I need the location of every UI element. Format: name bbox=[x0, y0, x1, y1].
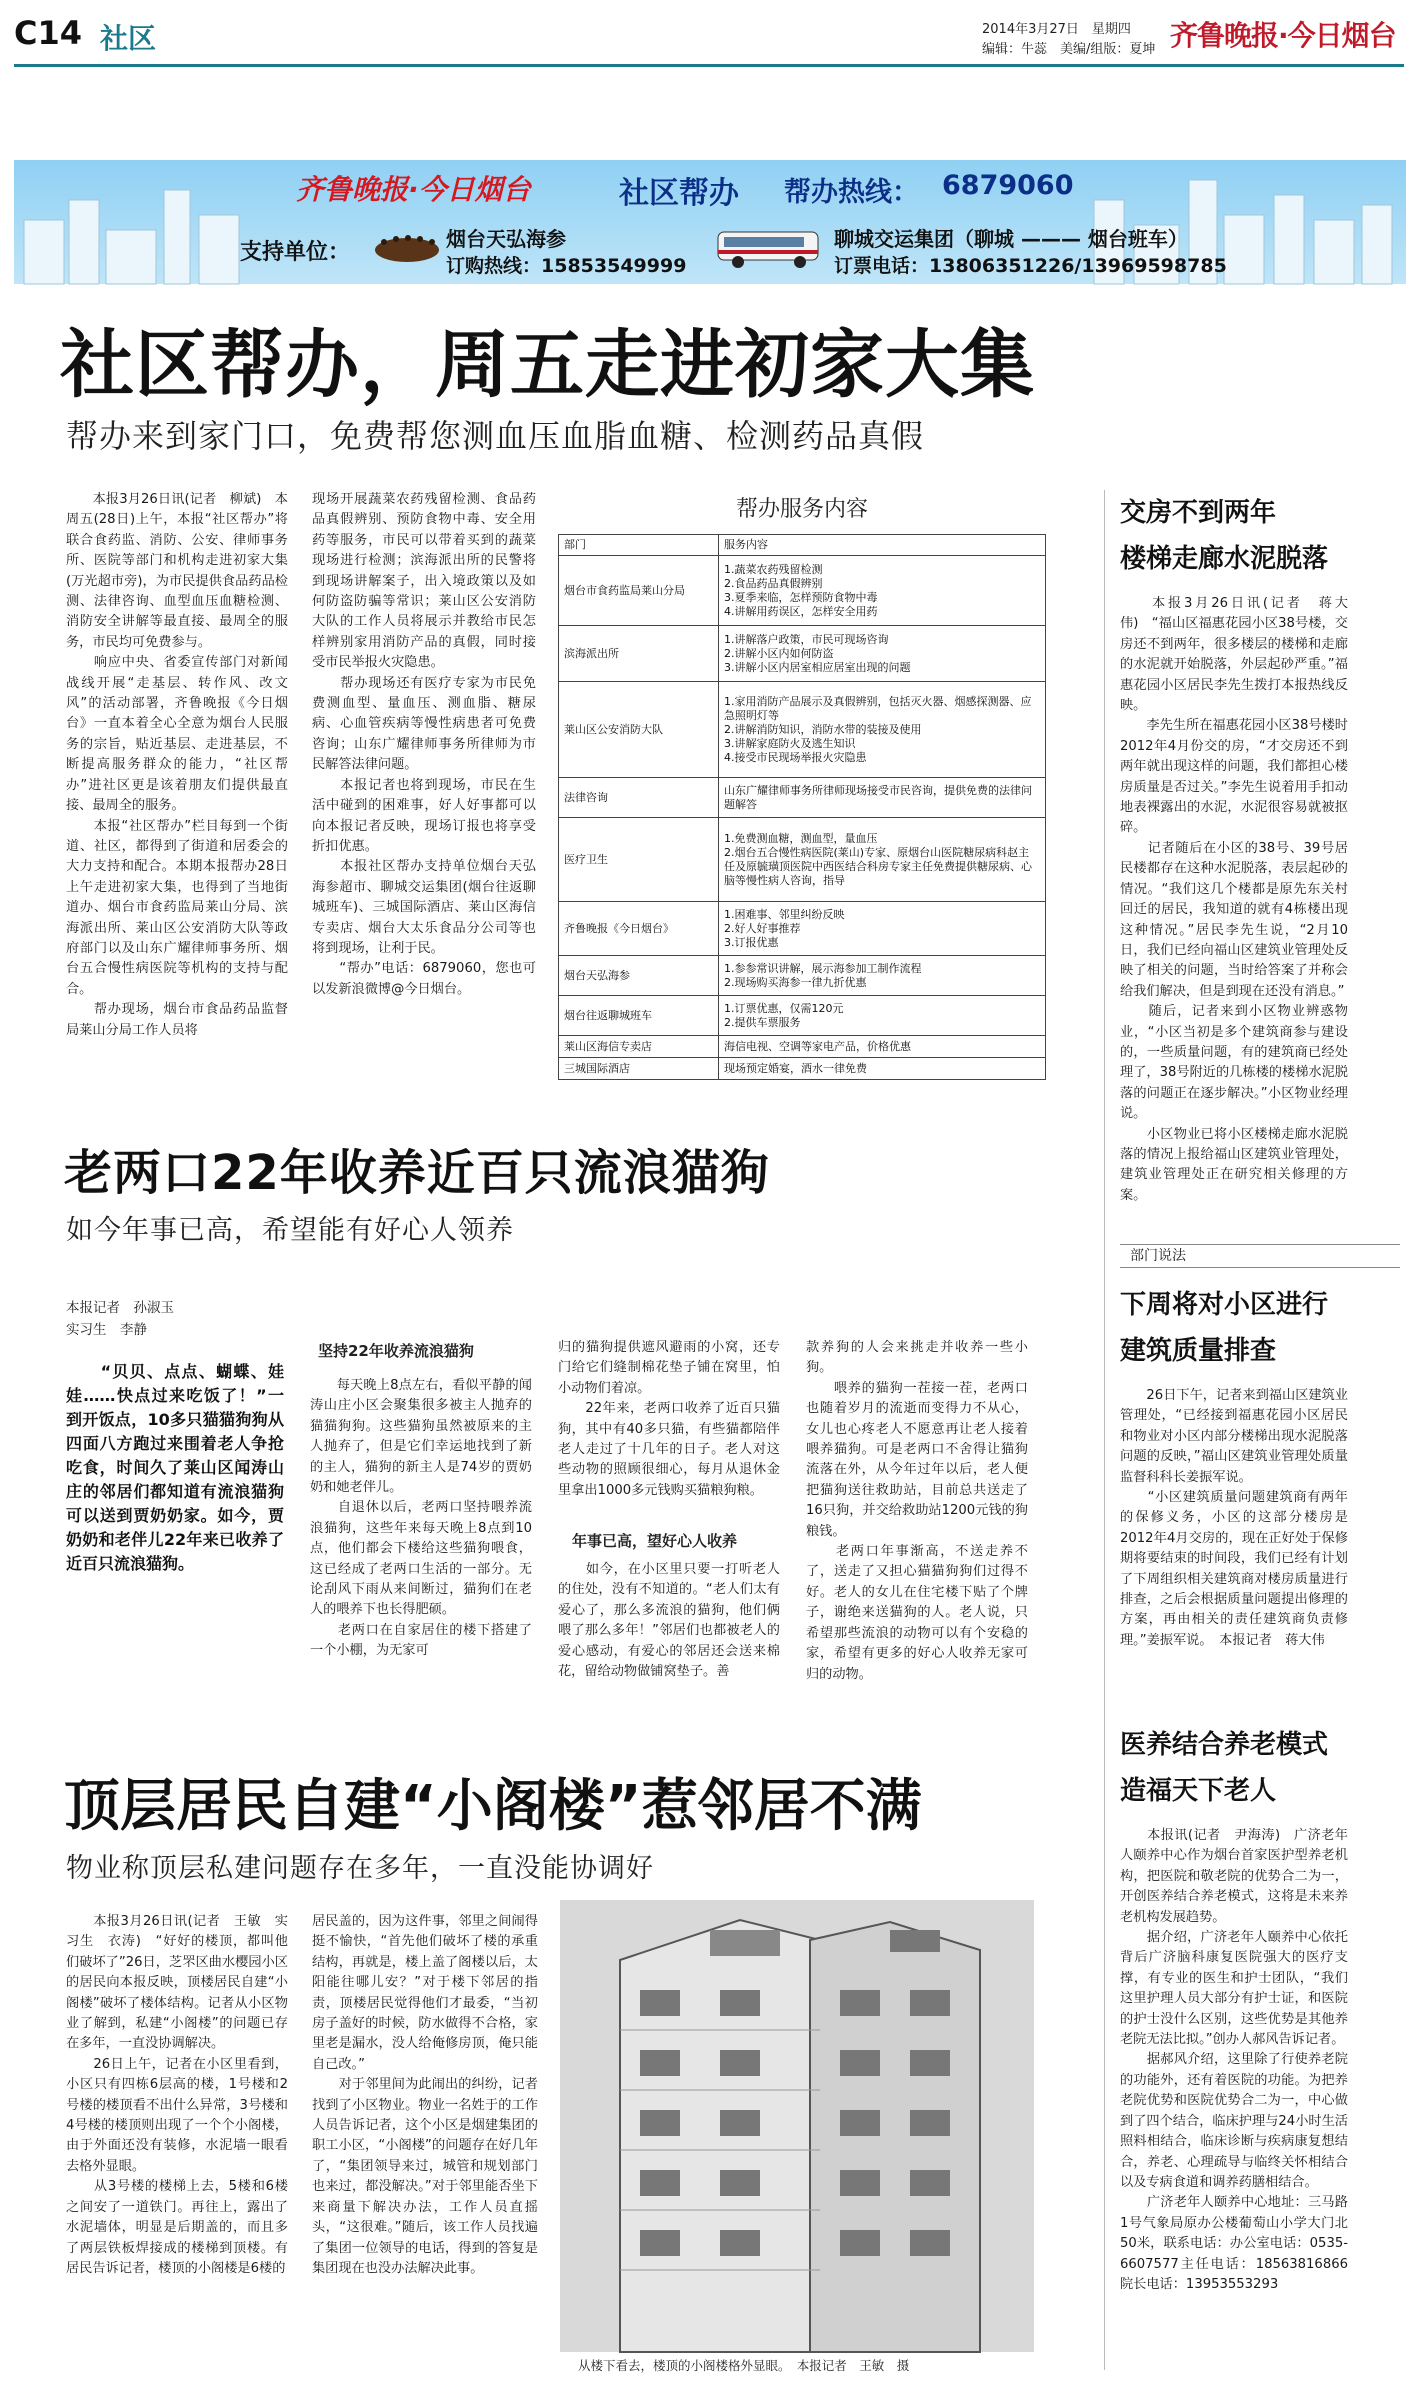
article2-column2b: 如今，在小区里只要一打听老人的住处，没有不知道的。“老人们太有爱心了，那么多流浪的猫狗，他们俩喂了那么多年！”邻居们也都被老人的爱心感动，有爱心的邻居还会送来棉花，留给动物做铺窝垫子。善 bbox=[558, 1562, 780, 1680]
sidebar-divider bbox=[1104, 490, 1105, 2370]
table-cell-service: 海信电视、空调等家电产品，价格优惠 bbox=[719, 1036, 1046, 1058]
article3-column1: 本报3月26日讯(记者 王敏 实习生 衣涛) “好好的楼顶，都叫他们破坏了”26日，芝罘区曲水樱园小区的居民向本报反映，顶楼居民自建“小阁楼”破坏了楼体结构。记者从小区物业了解到，私建“小阁楼”的问题已存在多年，一直没协调解决。 26日上午，记者在小区里看到，小区只有四栋6层高的楼，1号楼和2号楼的楼顶看不出什么异常，3号楼和4号楼的楼顶则出现了一个个小阁楼，由于外面还没有装修，水泥墙一眼看去格外显眼。 从3号楼的楼梯上去，5楼和6楼之间安了一道铁门。再往上，露出了水泥墙体，明显是后期盖的，而且多了两层铁板焊接成的楼梯到顶楼。有居民告诉记者，楼顶的小阁楼是6楼的 bbox=[66, 1914, 288, 2276]
table-row bbox=[559, 996, 1046, 1036]
table-row bbox=[559, 1036, 1046, 1058]
table-header-cell: 服务内容 bbox=[719, 535, 1046, 556]
sidebar-article2-title-line2: 建筑质量排查 bbox=[1120, 1336, 1277, 1366]
table-cell-service: 1.参参常识讲解，展示海参加工制作流程 2.现场购买海参一律九折优惠 bbox=[719, 956, 1046, 996]
article2-headline: 老两口22年收养近百只流浪猫狗 bbox=[64, 1145, 770, 1201]
sidebar-article2-title-line1: 下周将对小区进行 bbox=[1120, 1290, 1329, 1320]
table-row bbox=[559, 956, 1046, 996]
table-cell-service: 1.困难事、邻里纠纷反映 2.好人好事推荐 3.订报优惠 bbox=[719, 902, 1046, 956]
article2-subhead2: 年事已高，望好心人收养 bbox=[572, 1532, 738, 1550]
masthead bbox=[0, 0, 1417, 62]
sponsor1-name: 烟台天弘海参 bbox=[446, 227, 566, 251]
article3-photo bbox=[560, 1900, 1034, 2352]
table-cell-service: 1.家用消防产品展示及真假辨别，包括灭火器、烟感探测器、应急照明灯等 2.讲解消防知识，消防水带的装接及使用 3.讲解家庭防火及逃生知识 4.接受市民现场举报火灾隐患 bbox=[719, 682, 1046, 778]
table-cell-service: 山东广耀律师事务所律师现场接受市民咨询，提供免费的法律问题解答 bbox=[719, 778, 1046, 818]
article2-column2: 归的猫狗提供遮风避雨的小窝，还专门给它们缝制棉花垫子铺在窝里，怕小动物们着凉。 22年来，老两口收养了近百只猫狗，其中有40多只猫，有些猫都陪伴老人走过了十几年的日子。老人对这些动物的照顾很细心，每月从退休金里拿出1000多元钱购买猫粮狗粮。 bbox=[558, 1340, 780, 1498]
banner-brand: 齐鲁晚报·今日烟台 bbox=[296, 173, 531, 206]
table-cell-service: 1.蔬菜农药残留检测 2.食品药品真假辨别 3.夏季来临，怎样预防食物中毒 4.讲解用药误区，怎样安全用药 bbox=[719, 556, 1046, 626]
table-cell-department: 烟台往返聊城班车 bbox=[559, 996, 719, 1036]
newspaper-logo: 齐鲁晚报·今日烟台 bbox=[1170, 19, 1396, 52]
table-cell-department: 莱山区公安消防大队 bbox=[559, 682, 719, 778]
table-cell-department: 烟台天弘海参 bbox=[559, 956, 719, 996]
sidebar-article3-title-line2: 造福天下老人 bbox=[1120, 1776, 1277, 1806]
table-header-cell: 部门 bbox=[559, 535, 719, 556]
editors-credit: 编辑：牛蕊 美编/组版：夏坤 bbox=[982, 42, 1156, 57]
service-table-box bbox=[558, 490, 1046, 1120]
hotline-number: 6879060 bbox=[942, 170, 1074, 201]
article2-column3: 款养狗的人会来挑走并收养一些小狗。 喂养的猫狗一茬接一茬，老两口也随着岁月的流逝而变得力不从心，女儿也心疼老人不愿意再让老人接着喂养猫狗。可是老两口不舍得让猫狗流落在外，从今年过年以后，老人便把猫狗送往救助站，目前总共送走了16只狗，并交给救助站1200元钱的狗粮钱。 老两口年事渐高，不送走养不了，送走了又担心猫猫狗狗们过得不好。老人的女儿在住宅楼下贴了个牌子，谢绝来送猫狗的人。老人说，只希望那些流浪的动物可以有个安稳的家，希望有更多的好心人收养无家可归的动物。 bbox=[806, 1340, 1028, 1682]
masthead-rule bbox=[14, 64, 1404, 67]
article3-photo-caption: 从楼下看去，楼顶的小阁楼格外显眼。 本报记者 王敏 摄 bbox=[578, 2358, 910, 2373]
table-header-row bbox=[559, 535, 1046, 556]
sponsor2-name: 聊城交运集团（聊城 ——— 烟台班车） bbox=[834, 227, 1188, 251]
article1-column1: 本报3月26日讯(记者 柳斌) 本周五(28日)上午，本报“社区帮办”将联合食药监、消防、公安、律师事务所、医院等部门和机构走进初家大集(万光超市旁)，为市民提供食品药品检测、法律咨询、血型血压血糖检测、消防安全讲解等最直接、最周全的服务，市民均可免费参与。 响应中央、省委宣传部门对新闻战线开展“走基层、转作风、改文风”的活动部署，齐鲁晚报《今日烟台》一直本着全心全意为烟台人民服务的宗旨，贴近基层、走进基层，不断提高服务群众的能力，“社区帮办”进社区更是该着朋友们提供最直接、最周全的服务。 本报“社区帮办”栏目每到一个街道、社区，都得到了街道和居委会的大力支持和配合。本期本报帮办28日上午走进初家大集，也得到了当地街道办、烟台市食药监局莱山分局、滨海派出所、莱山区公安消防大队等政府部门以及山东广耀律师事务所、烟台五合慢性病医院等机构的支持与配合。 帮办现场，烟台市食品药品监督局莱山分局工作人员将 bbox=[66, 492, 288, 1038]
table-cell-service: 现场预定婚宴，酒水一律免费 bbox=[719, 1058, 1046, 1080]
table-row bbox=[559, 626, 1046, 682]
table-cell-department: 莱山区海信专卖店 bbox=[559, 1036, 719, 1058]
sponsor2-phone: 订票电话：13806351226/13969598785 bbox=[834, 255, 1227, 277]
table-cell-department: 齐鲁晚报《今日烟台》 bbox=[559, 902, 719, 956]
table-cell-department: 医疗卫生 bbox=[559, 818, 719, 902]
section-name: 社区 bbox=[100, 22, 157, 55]
sidebar-article1-title-line2: 楼梯走廊水泥脱落 bbox=[1120, 544, 1329, 574]
table-row bbox=[559, 682, 1046, 778]
community-help-banner bbox=[14, 160, 1406, 284]
sea-cucumber-icon bbox=[372, 228, 442, 268]
sidebar-article2-body: 26日下午，记者来到福山区建筑业管理处，“已经接到福惠花园小区居民和物业对小区内部分楼梯出现水泥脱落问题的反映，”福山区建筑业管理处质量监督科科长姜振军说。 “小区建筑质量问题建筑商有两年的保修义务，小区的这部分楼房是2012年4月交房的，现在正好处于保修期将要结束的时间段，我们已经有计划了下周组织相关建筑商对楼房质量进行排查，之后会根据质量问题提出修理的方案，再由相关的责任建筑商负责修理。”姜振军说。 本报记者 蒋大伟 bbox=[1120, 1388, 1348, 1648]
sidebar-article1-body: 本报3月26日讯(记者 蒋大伟) “福山区福惠花园小区38号楼，交房还不到两年，很多楼层的楼梯和走廊的水泥就开始脱落，外层起砂严重。”福惠花园小区居民李先生拨打本报热线反映。 李先生所在福惠花园小区38号楼时2012年4月份交的房，“才交房还不到两年就出现这样的问题，我们都担心楼房质量是否过关。”李先生说着用手扣动地表裸露出的水泥，水泥很容易就被抠碎。 记者随后在小区的38号、39号居民楼都存在这种水泥脱落，表层起砂的情况。“我们这几个楼都是原先东关村回迁的居民，我知道的就有4栋楼出现这种情况。”居民李先生说，“2月10日，我们已经向福山区建筑业管理处反映了相关的问题，当时给答案了并称会给我们解决，但是到现在还没有消息。” 随后，记者来到小区物业辨惑物业，“小区当初是多个建筑商参与建设的，一些质量问题，有的建筑商已经处理了，38号附近的几栋楼的楼梯水泥脱落的问题正在逐步解决。”小区物业经理说。 小区物业已将小区楼梯走廊水泥脱落的情况上报给福山区建筑业管理处，建筑业管理处正在研究相关修理的方案。 bbox=[1120, 596, 1348, 1203]
article2-lead: “贝贝、点点、蝴蝶、娃娃……快点过来吃饭了！”一到开饭点，10多只猫猫狗狗从四面八方跑过来围着老人争抢吃食，时间久了莱山区闻涛山庄的邻居们都知道有流浪猫狗可以送到贾奶奶家。如今，贾奶奶和老伴儿22年来已收养了近百只流浪猫狗。 bbox=[66, 1362, 284, 1573]
table-cell-service: 1.讲解落户政策，市民可现场咨询 2.讲解小区内如何防盗 3.讲解小区内居室相应居室出现的问题 bbox=[719, 626, 1046, 682]
table-row bbox=[559, 556, 1046, 626]
service-table bbox=[558, 534, 1046, 1080]
article1-subhead: 帮办来到家门口，免费帮您测血压血脂血糖、检测药品真假 bbox=[66, 417, 925, 455]
coach-bus-icon bbox=[714, 226, 824, 270]
article2-column1: 每天晚上8点左右，看似平静的闻涛山庄小区会聚集很多被主人抛弃的猫猫狗狗。这些猫狗虽然被原来的主人抛弃了，但是它们幸运地找到了新的主人，猫狗的新主人是74岁的贾奶奶和她老伴儿。 自退休以后，老两口坚持喂养流浪猫狗，这些年来每天晚上8点到10点，他们都会下楼给这些猫狗喂食，这已经成了老两口生活的一部分。无论刮风下雨从来间断过，猫狗们在老人的喂养下也长得肥硕。 老两口在自家居住的楼下搭建了一个小棚，为无家可 bbox=[310, 1378, 532, 1659]
table-row bbox=[559, 902, 1046, 956]
sidebar-article3-body: 本报讯(记者 尹海涛) 广济老年人颐养中心作为烟台首家医护型养老机构，把医院和敬老院的优势合二为一，开创医养结合养老模式，这将是未来养老机构发展趋势。 据介绍，广济老年人颐养中心依托背后广济脑科康复医院强大的医疗支撑，有专业的医生和护士团队，“我们这里护理人员大部分有护士证，和医院的护士没什么区别，这些优势是其他养老院无法比拟。”创办人郝风告诉记者。 据郝风介绍，这里除了行使养老院的功能外，还有着医院的功能。为把养老院优势和医院优势合二为一，中心做到了四个结合，临床护理与24小时生活照料相结合，临床诊断与疾病康复想结合，养老、心理疏导与临终关怀相结合以及专病食道和调养药膳相结合。 广济老年人颐养中心地址：三马路1号气象局原办公楼葡萄山小学大门北50米，联系电话：办公室电话：0535-6607577主任电话：18563816866 院长电话：13953553293 bbox=[1120, 1828, 1348, 2292]
table-cell-department: 法律咨询 bbox=[559, 778, 719, 818]
table-cell-department: 三城国际酒店 bbox=[559, 1058, 719, 1080]
article2-subhead: 如今年事已高，希望能有好心人领养 bbox=[66, 1215, 514, 1246]
table-cell-service: 1.免费测血糖，测血型，量血压 2.烟台五合慢性病医院(莱山)专家、原烟台山医院糖尿病科赵主任及原毓璜顶医院中西医结合科房专家主任免费提供糖尿病、心脑等慢性病人咨询，指导 bbox=[719, 818, 1046, 902]
article1-headline: 社区帮办，周五走进初家大集 bbox=[60, 322, 1035, 408]
article3-headline: 顶层居民自建“小阁楼”惹邻居不满 bbox=[64, 1774, 922, 1839]
service-table-title: 帮办服务内容 bbox=[735, 497, 868, 522]
table-row bbox=[559, 1058, 1046, 1080]
article2-byline-intern: 实习生 李静 bbox=[66, 1322, 147, 1338]
article2-byline-reporter: 本报记者 孙淑玉 bbox=[66, 1300, 174, 1316]
article1-column2: 现场开展蔬菜农药残留检测、食品药品真假辨别、预防食物中毒、安全用药等服务，市民可以带着买到的蔬菜现场进行检测；滨海派出所的民警将到现场讲解案子，出入境政策以及如何防盗防骗等常识；莱山区公安消防大队的工作人员将展示并教给市民怎样辨别家用消防产品的真假，同时接受市民举报火灾隐患。 帮办现场还有医疗专家为市民免费测血型、量血压、测血脂、糖尿病、心血管疾病等慢性病患者可免费咨询；山东广耀律师事务所律师为市民解答法律问题。 本报记者也将到现场，市民在生活中碰到的困难事，好人好事都可以向本报记者反映，现场订报也将享受折扣优惠。 本报社区帮办支持单位烟台天弘海参超市、聊城交运集团(烟台往返聊城班车)、三城国际酒店、莱山区海信专卖店、烟台大太乐食品分公司等也将到现场，让利于民。 “帮办”电话：6879060，您也可以发新浪微博@今日烟台。 bbox=[312, 492, 536, 997]
article3-subhead: 物业称顶层私建问题存在多年，一直没能协调好 bbox=[66, 1853, 654, 1884]
issue-date: 2014年3月27日 星期四 bbox=[982, 22, 1131, 37]
page-number: C14 bbox=[14, 14, 83, 52]
table-cell-department: 滨海派出所 bbox=[559, 626, 719, 682]
support-label: 支持单位： bbox=[240, 240, 351, 265]
building-photo bbox=[560, 1900, 1034, 2352]
article2-subhead1: 坚持22年收养流浪猫狗 bbox=[318, 1342, 474, 1360]
banner-title: 社区帮办 bbox=[619, 176, 739, 211]
table-row bbox=[559, 818, 1046, 902]
table-cell-service: 1.订票优惠，仅需120元 2.提供车票服务 bbox=[719, 996, 1046, 1036]
table-cell-department: 烟台市食药监局莱山分局 bbox=[559, 556, 719, 626]
sidebar-article1-title-line1: 交房不到两年 bbox=[1120, 498, 1277, 528]
hotline-label: 帮办热线： bbox=[784, 177, 919, 208]
sidebar-article3-title-line1: 医养结合养老模式 bbox=[1120, 1730, 1329, 1760]
sponsor1-phone: 订购热线：15853549999 bbox=[446, 255, 687, 277]
article3-column2: 居民盖的，因为这件事，邻里之间闹得挺不愉快，“首先他们破坏了楼的承重结构，再就是，楼上盖了阁楼以后，太阳能往哪儿安？”对于楼下邻居的指责，顶楼居民觉得他们才最委，“当初房子盖好的时候，防水做得不合格，家里老是漏水，没人给俺修房顶，俺只能自己改。” 对于邻里间为此闹出的纠纷，记者找到了小区物业。物业一名姓于的工作人员告诉记者，这个小区是烟建集团的职工小区，“小阁楼”的问题存在好几年了，“集团领导来过，城管和规划部门也来过，都没解决。”对于邻里能否坐下来商量下解决办法，工作人员直摇头，“这很难。”随后，该工作人员找遍了集团一位领导的电话，得到的答复是集团现在也没办法解决此事。 bbox=[312, 1914, 538, 2276]
sidebar-tag-label: 部门说法 bbox=[1120, 1244, 1400, 1268]
table-row bbox=[559, 778, 1046, 818]
